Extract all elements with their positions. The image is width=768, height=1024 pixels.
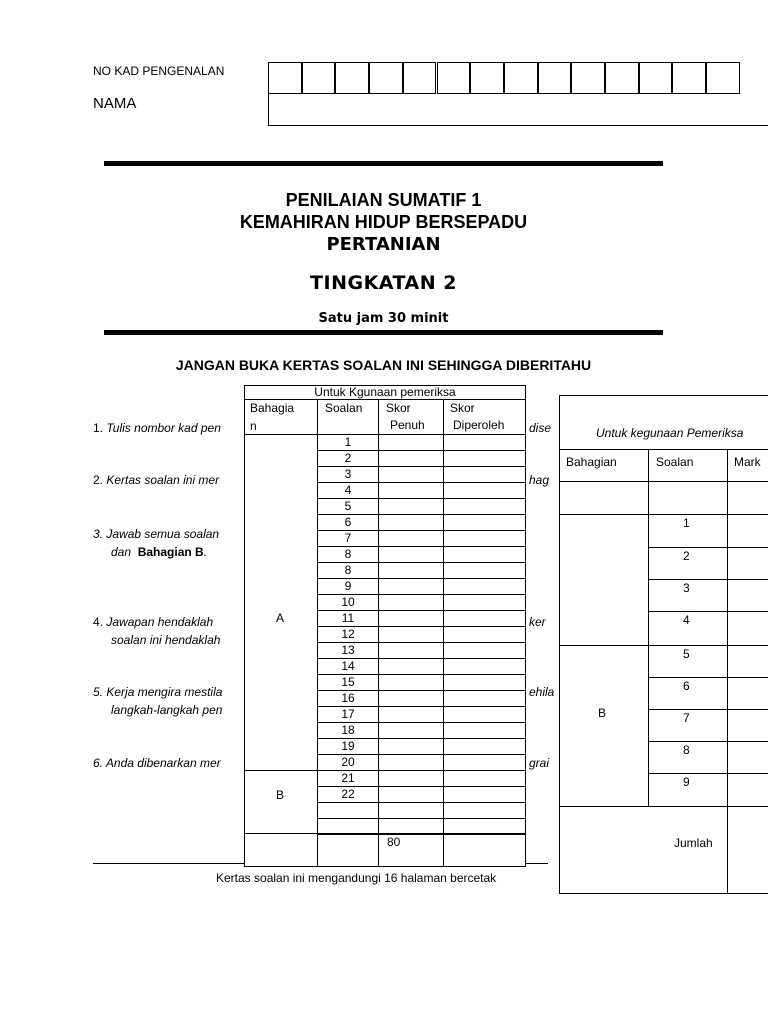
instruction-4-line2: soalan ini hendaklah [111,633,221,647]
examiner-table-title: Untuk Kgunaan pemeriksa [314,385,456,399]
col-skor-diperoleh-l2: Diperoleh [453,418,505,432]
question-number: 14 [341,658,355,673]
ic-number-label: NO KAD PENGENALAN [93,64,225,78]
right-q: 8 [683,743,690,757]
instruction-1: 1. Tulis nombor kad pen [93,421,221,435]
section-b-label: B [276,788,285,802]
question-number: 7 [344,530,352,545]
instruction-1-tail: dise [529,421,552,435]
question-number: 19 [341,738,355,753]
right-q: 9 [683,775,690,789]
instruction-6-tail: grai [529,756,550,770]
total-full-score: 80 [387,835,401,849]
instruction-3-line2: dan Bahagian B. [111,545,208,559]
question-number: 3 [344,466,352,481]
right-q: 6 [683,679,690,693]
form-level: TINGKATAN 2 [310,272,457,294]
question-number: 21 [341,770,355,785]
instruction-3: 3. Jawab semua soalan [93,527,220,541]
name-label: NAMA [93,95,137,112]
section-a-label: A [276,611,285,625]
question-number: 18 [341,722,355,737]
instruction-4: 4. Jawapan hendaklah [93,615,214,629]
question-number: 4 [344,482,352,497]
col-bahagian-l1: Bahagia [250,401,295,415]
question-number: 15 [341,674,355,689]
instruction-2-tail: hag [529,473,550,487]
question-number: 11 [341,610,355,625]
question-number: 17 [341,706,355,721]
question-number: 12 [341,626,355,641]
question-number: 10 [341,594,355,609]
instruction-6: 6. Anda dibenarkan mer [93,756,221,770]
right-q: 4 [683,613,690,627]
col-skor-penuh-l2: Penuh [390,418,425,432]
right-section-b: B [598,706,607,720]
right-col-marka: Mark [734,455,761,469]
col-skor-penuh-l1: Skor [386,401,411,415]
question-number: 22 [341,786,355,801]
right-q: 7 [683,711,690,725]
footer-text: Kertas soalan ini mengandungi 16 halaman bercetak [216,871,497,885]
instruction-4-tail: ker [529,615,546,629]
exam-title: PENILAIAN SUMATIF 1 [285,190,482,210]
question-number: 5 [344,498,352,513]
question-number: 16 [341,690,355,705]
duration: Satu jam 30 minit [318,311,449,326]
question-number: 13 [341,642,355,657]
question-number: 9 [344,578,352,593]
col-skor-diperoleh-l1: Skor [450,401,475,415]
instruction-5-line2: langkah-langkah pen [111,703,223,717]
right-col-soalan: Soalan [656,455,694,469]
right-q: 2 [683,549,690,563]
right-total-label: Jumlah [674,836,713,850]
right-q: 3 [683,581,690,595]
question-number: 8 [344,546,352,561]
right-q: 1 [683,516,690,530]
question-number: 1 [344,434,352,449]
question-number: 2 [344,450,352,465]
col-soalan: Soalan [325,401,363,415]
question-number: 6 [344,514,352,529]
instruction-2: 2. Kertas soalan ini mer [93,473,220,487]
instruction-5-tail: ehila [529,685,555,699]
question-number: 8 [344,562,352,577]
right-table-title: Untuk kegunaan Pemeriksa [596,426,744,440]
right-q: 5 [683,647,690,661]
subject-title: KEMAHIRAN HIDUP BERSEPADU [239,212,528,232]
warning-text: JANGAN BUKA KERTAS SOALAN INI SEHINGGA DIBERITAHU [175,357,592,373]
right-col-bahagian: Bahagian [566,455,617,469]
col-bahagian-l2: n [250,419,257,433]
instruction-5: 5. Kerja mengira mestila [93,685,223,699]
subject-subtitle: PERTANIAN [326,234,441,255]
question-number: 20 [341,754,355,769]
